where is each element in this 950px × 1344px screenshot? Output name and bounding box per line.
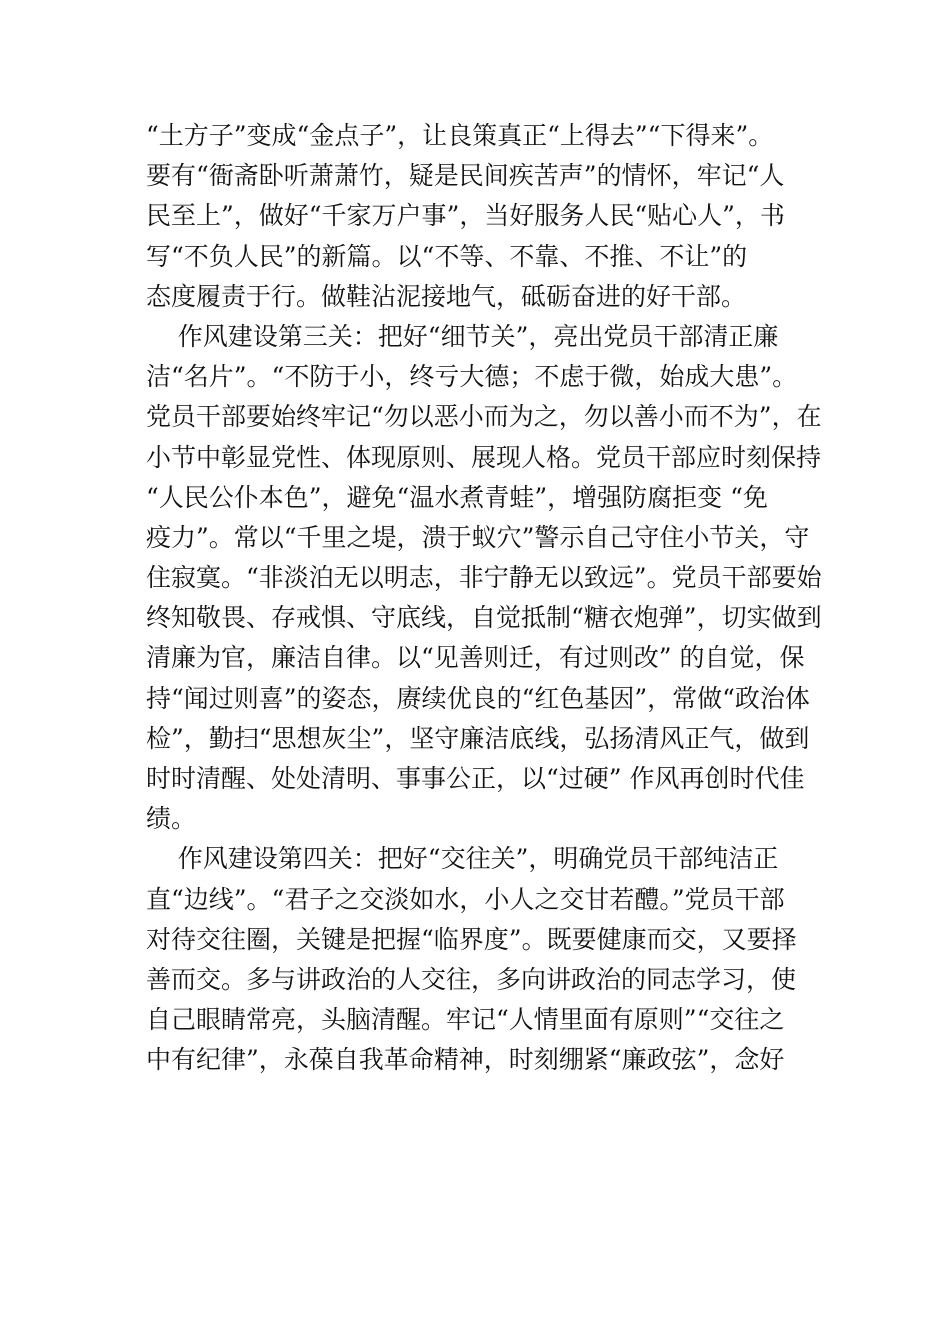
text-line: “土方子”变成“金点子”，让良策真正“上得去”“下得来”。 bbox=[146, 121, 774, 150]
text-line: 中有纪律”，永葆自我革命精神，时刻绷紧“廉政弦”，念好 bbox=[146, 1045, 785, 1075]
text-line: 小节中彰显党性、体现原则、展现人格。党员干部应时刻保持 bbox=[146, 442, 822, 472]
paragraph-heading-line: 作风建设第四关：把好“交往关”，明确党员干部纯洁正 bbox=[146, 844, 779, 874]
text-line: 要有“衙斋卧听萧萧竹，疑是民间疾苦声”的情怀，牢记“人 bbox=[146, 161, 785, 191]
text-line: 善而交。多与讲政治的人交往，多向讲政治的同志学习，使 bbox=[146, 964, 797, 994]
text-line: 时时清醒、处处清明、事事公正，以“过硬” 作风再创时代佳 bbox=[146, 764, 805, 793]
text-line: 清廉为官，廉洁自律。以“见善则迁，有过则改” 的自觉，保 bbox=[146, 643, 805, 673]
text-line: 检”，勤扫“思想灰尘”，坚守廉洁底线，弘扬清风正气，做到 bbox=[146, 723, 810, 753]
text-line: 持“闻过则喜”的姿态，赓续优良的“红色基因”，常做“政治体 bbox=[146, 683, 810, 713]
text-line: 直“边线”。“君子之交淡如水，小人之交甘若醴。”党员干部 bbox=[146, 884, 785, 914]
text-line: “人民公仆本色”，避免“温水煮青蛙”，增强防腐拒变 “免 bbox=[146, 482, 768, 512]
text-line: 民至上”，做好“千家万户事”，当好服务人民“贴心人”，书 bbox=[146, 201, 785, 231]
paragraph-heading-line: 作风建设第三关：把好“细节关”，亮出党员干部清正廉 bbox=[146, 321, 779, 351]
text-line: 对待交往圈，关键是把握“临界度”。既要健康而交，又要择 bbox=[146, 924, 797, 954]
text-line: 洁“名片”。“不防于小，终亏大德；不虑于微，始成大患”。 bbox=[146, 362, 798, 392]
text-line: 态度履责于行。做鞋沾泥接地气，砥砺奋进的好干部。 bbox=[146, 281, 747, 311]
text-line: 党员干部要始终牢记“勿以恶小而为之，勿以善小而不为”，在 bbox=[146, 402, 822, 432]
text-line: 疫力”。常以“千里之堤，溃于蚁穴”警示自己守住小节关，守 bbox=[146, 522, 810, 552]
text-line: 自己眼睛常亮，头脑清醒。牢记“人情里面有原则”“交往之 bbox=[146, 1005, 785, 1035]
text-line: 终知敬畏、存戒惧、守底线，自觉抵制“糖衣炮弹”，切实做到 bbox=[146, 603, 822, 633]
text-line: 绩。 bbox=[146, 804, 197, 834]
text-line: 住寂寞。“非淡泊无以明志，非宁静无以致远”。党员干部要始 bbox=[146, 563, 822, 593]
body-text bbox=[146, 116, 826, 1081]
text-line: 写“不负人民”的新篇。以“不等、不靠、不推、不让”的 bbox=[146, 241, 748, 271]
